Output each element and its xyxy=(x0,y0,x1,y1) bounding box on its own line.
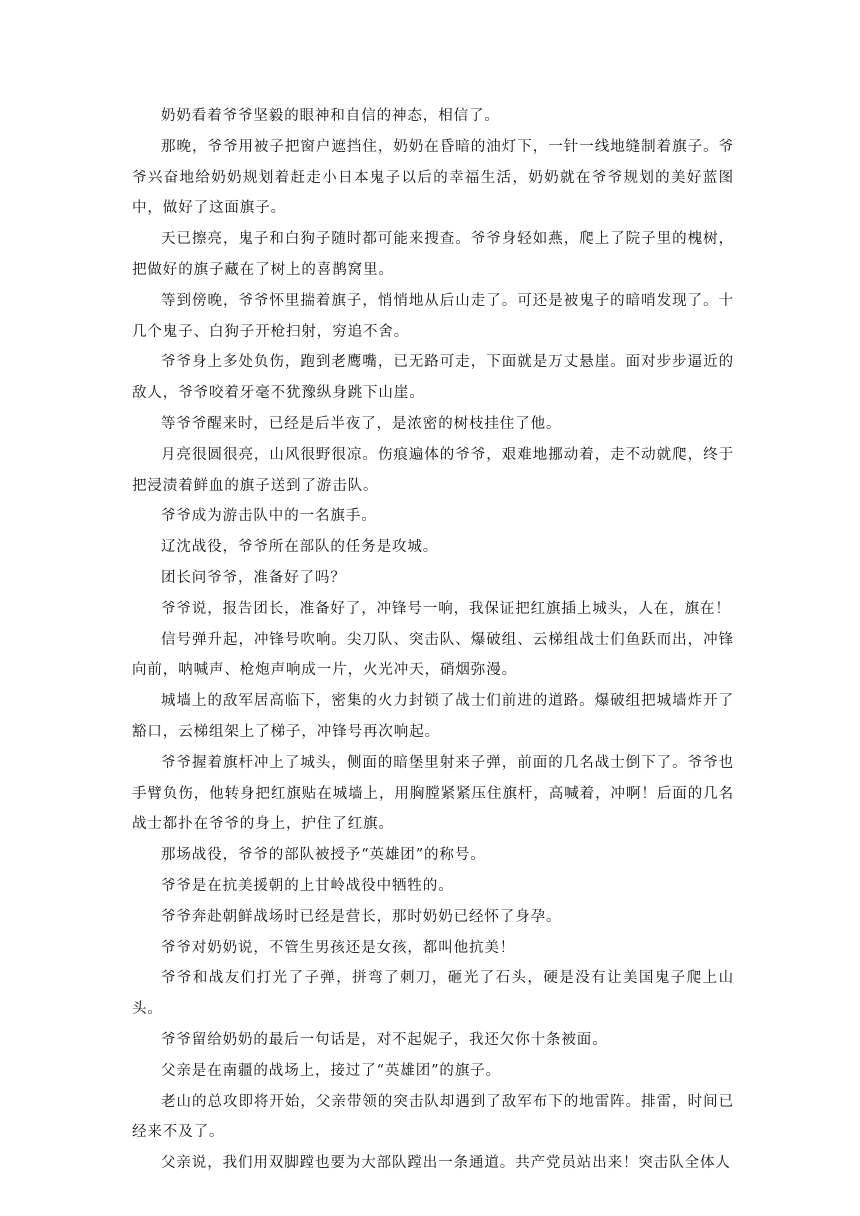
paragraph-4: 等到傍晚，爷爷怀里揣着旗子，悄悄地从后山走了。可还是被鬼子的暗哨发现了。十几个鬼子、白狗子开枪扫射，穷追不舍。 xyxy=(132,292,734,340)
paragraph-10: 团长问爷爷，准备好了吗？ xyxy=(161,569,346,586)
paragraph-2: 那晚，爷爷用被子把窗户遮挡住，奶奶在昏暗的油灯下，一针一线地缝制着旗子。爷爷兴奋地给奶奶规划着赶走小日本鬼子以后的幸福生活，奶奶就在爷爷规划的美好蓝图中，做好了这面旗子。 xyxy=(132,138,734,217)
paragraph-20: 爷爷留给奶奶的最后一句话是，对不起妮子，我还欠你十条被面。 xyxy=(161,1031,608,1048)
paragraph-17: 爷爷奔赴朝鲜战场时已经是营长，那时奶奶已经怀了身孕。 xyxy=(161,908,562,925)
paragraph-7: 月亮很圆很亮，山风很野很凉。伤痕遍体的爷爷，艰难地挪动着，走不动就爬，终于把浸渍着鲜血的旗子送到了游击队。 xyxy=(132,446,734,494)
paragraph-5: 爷爷身上多处负伤，跑到老鹰嘴，已无路可走，下面就是万丈悬崖。面对步步逼近的敌人，爷爷咬着牙毫不犹豫纵身跳下山崖。 xyxy=(132,354,734,402)
paragraph-14: 爷爷握着旗杆冲上了城头，侧面的暗堡里射来子弹，前面的几名战士倒下了。爷爷也手臂负伤，他转身把红旗贴在城墙上，用胸膛紧紧压住旗杆，高喊着，冲啊！后面的几名战士都扑在爷爷的身上，护住了红旗。 xyxy=(132,754,734,833)
paragraph-16: 爷爷是在抗美援朝的上甘岭战役中牺牲的。 xyxy=(161,877,454,894)
paragraph-19: 爷爷和战友们打光了子弹，拼弯了刺刀，砸光了石头，硬是没有让美国鬼子爬上山头。 xyxy=(132,970,734,1018)
paragraph-6: 等爷爷醒来时，已经是后半夜了，是浓密的树枝挂住了他。 xyxy=(161,415,562,432)
paragraph-22: 老山的总攻即将开始，父亲带领的突击队却遇到了敌军布下的地雷阵。排雷，时间已经来不及了。 xyxy=(132,1093,734,1141)
paragraph-11: 爷爷说，报告团长，准备好了，冲锋号一响，我保证把红旗插上城头，人在，旗在！ xyxy=(161,600,731,617)
paragraph-8: 爷爷成为游击队中的一名旗手。 xyxy=(161,508,377,525)
paragraph-18: 爷爷对奶奶说，不管生男孩还是女孩，都叫他抗美！ xyxy=(161,939,516,956)
paragraph-9: 辽沈战役，爷爷所在部队的任务是攻城。 xyxy=(161,539,439,556)
paragraph-15: 那场战役，爷爷的部队被授予“英雄团”的称号。 xyxy=(161,847,486,864)
paragraph-13: 城墙上的敌军居高临下，密集的火力封锁了战士们前进的道路。爆破组把城墙炸开了豁口，云梯组架上了梯子，冲锋号再次响起。 xyxy=(132,693,734,740)
paragraph-1: 奶奶看着爷爷坚毅的眼神和自信的神态，相信了。 xyxy=(161,108,500,124)
paragraph-21: 父亲是在南疆的战场上，接过了“英雄团”的旗子。 xyxy=(161,1062,502,1079)
paragraph-3: 天已擦亮，鬼子和白狗子随时都可能来搜查。爷爷身轻如燕，爬上了院子里的槐树，把做好的旗子藏在了树上的喜鹊窝里。 xyxy=(132,231,734,278)
paragraph-23: 父亲说，我们用双脚蹚也要为大部队蹚出一条通道。共产党员站出来！突击队全体人 xyxy=(161,1155,731,1172)
paragraph-12: 信号弹升起，冲锋号吹响。尖刀队、突击队、爆破组、云梯组战士们鱼跃而出，冲锋向前，呐喊声、枪炮声响成一片，火光冲天，硝烟弥漫。 xyxy=(132,631,734,679)
